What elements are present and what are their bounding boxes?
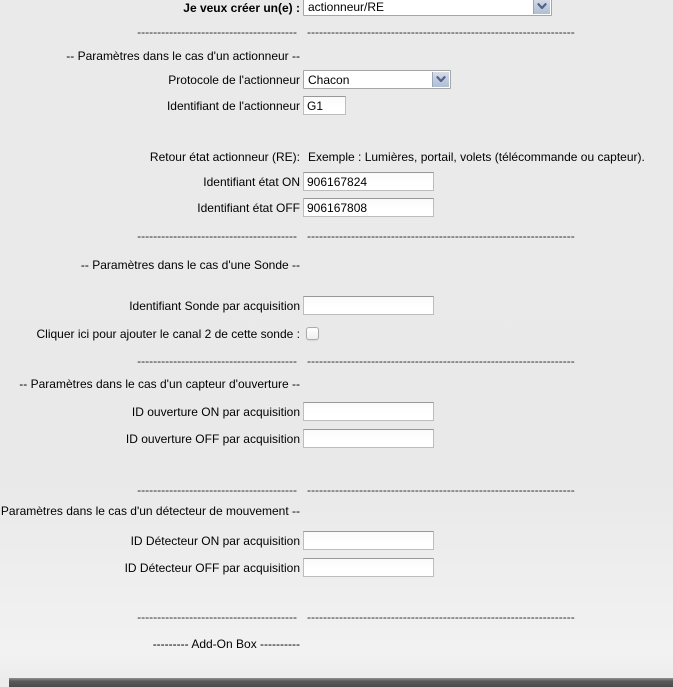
protocole-select[interactable] (303, 70, 451, 89)
dashed-separator: ------------------------------------------------------------------- (307, 483, 575, 497)
create-type-select-value: actionneur/RE (308, 0, 385, 14)
window-bottom-edge (9, 678, 673, 687)
ouverture-off-input[interactable] (303, 429, 434, 448)
protocole-select-arrow-button[interactable] (432, 72, 449, 87)
create-type-select-arrow-button[interactable] (533, 0, 550, 14)
canal2-checkbox[interactable] (306, 327, 319, 340)
dashed-separator: ---------------------------------------- (137, 354, 297, 368)
dashed-separator: ---------------------------------------- (137, 610, 297, 624)
detecteur-off-label: ID Détecteur OFF par acquisition (124, 561, 300, 575)
chevron-down-icon (436, 76, 446, 83)
section-heading-actionneur: -- Paramètres dans le cas d'un actionneur -- (66, 49, 300, 63)
dashed-separator: ------------------------------------------------------------------- (307, 354, 575, 368)
etat-on-label: Identifiant état ON (203, 175, 300, 189)
retour-etat-label: Retour état actionneur (RE): (149, 150, 300, 164)
dashed-separator: ------------------------------------------------------------------- (307, 25, 575, 39)
chevron-down-icon (537, 3, 547, 10)
etat-on-input[interactable] (303, 172, 434, 191)
dashed-separator: ---------------------------------------- (137, 229, 297, 243)
dashed-separator: ------------------------------------------------------------------- (307, 610, 575, 624)
detecteur-on-input[interactable] (303, 531, 434, 550)
dashed-separator: ---------------------------------------- (137, 483, 297, 497)
addon-box-heading: --------- Add-On Box ---------- (152, 637, 300, 651)
identifiant-actionneur-input[interactable] (303, 96, 346, 115)
section-heading-mouvement: Paramètres dans le cas d'un détecteur de mouvement -- (0, 504, 300, 518)
detecteur-off-input[interactable] (303, 558, 434, 577)
protocole-label: Protocole de l'actionneur (168, 73, 300, 87)
sonde-id-input[interactable] (303, 296, 434, 315)
create-type-label: Je veux créer un(e) : (183, 1, 300, 15)
canal2-label: Cliquer ici pour ajouter le canal 2 de cette sonde : (36, 327, 300, 341)
ouverture-on-input[interactable] (303, 402, 434, 421)
dashed-separator: ---------------------------------------- (137, 25, 297, 39)
retour-etat-example-text: Exemple : Lumières, portail, volets (télécommande ou capteur). (308, 150, 645, 164)
section-heading-sonde: -- Paramètres dans le cas d'une Sonde -- (80, 258, 300, 272)
etat-off-label: Identifiant état OFF (197, 201, 300, 215)
etat-off-input[interactable] (303, 198, 434, 217)
detecteur-on-label: ID Détecteur ON par acquisition (130, 534, 300, 548)
identifiant-actionneur-label: Identifiant de l'actionneur (166, 99, 300, 113)
dashed-separator: ------------------------------------------------------------------- (307, 229, 575, 243)
ouverture-off-label: ID ouverture OFF par acquisition (125, 432, 300, 446)
ouverture-on-label: ID ouverture ON par acquisition (131, 405, 300, 419)
create-type-select[interactable] (303, 0, 552, 16)
section-heading-ouverture: -- Paramètres dans le cas d'un capteur d'ouverture -- (19, 377, 300, 391)
protocole-select-value: Chacon (308, 73, 350, 87)
sonde-id-label: Identifiant Sonde par acquisition (129, 299, 300, 313)
